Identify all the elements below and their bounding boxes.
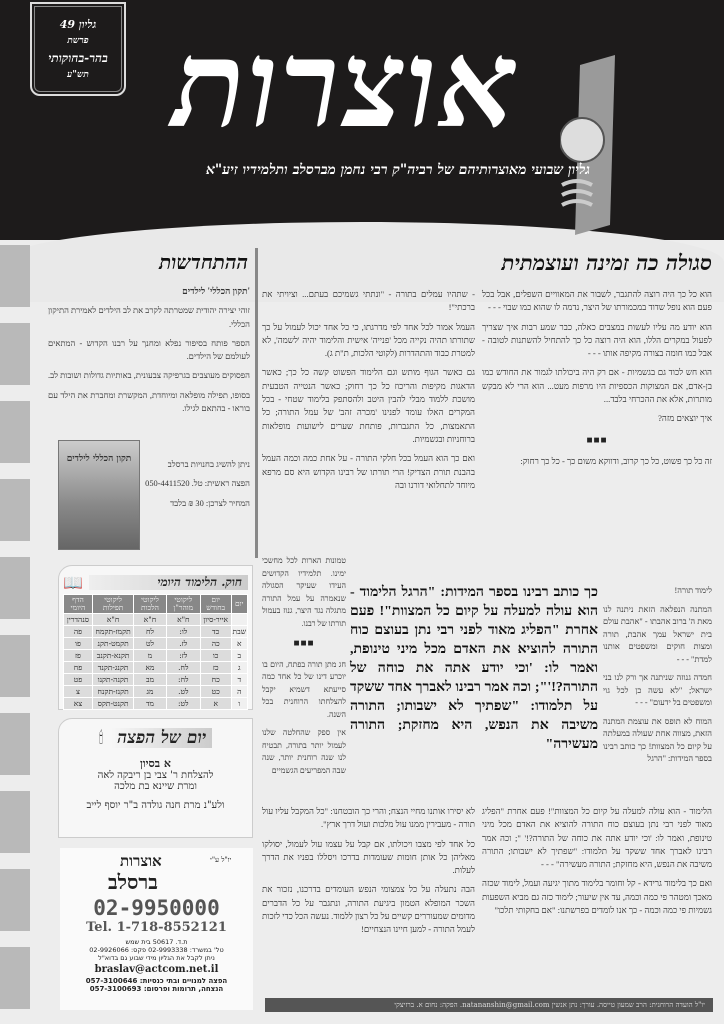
distribution-day-box xyxy=(58,718,253,838)
section-divider: ■■■ xyxy=(293,638,315,649)
table-cell: ג xyxy=(231,662,248,674)
column-header: יום בחודש xyxy=(200,595,231,614)
daily-study-table xyxy=(63,594,248,710)
table-cell: לט xyxy=(134,638,166,650)
paragraph: בסופו, תפילה מופלאה ומיוחדת, המקשרת ומחברת את הילד עם בוראו - בהתאם לגילו. xyxy=(48,390,250,414)
column-header: ליקוטי מוהר"ן xyxy=(166,595,200,614)
donations-phone: הנצחה, תרומות ופרסום: 057-3100693 xyxy=(89,985,224,993)
distribution-day-title: יום של הפצה xyxy=(111,728,212,748)
table-cell: לט: xyxy=(166,698,200,710)
publisher-email-note: ניתן לקבל את הגליון מידי שבוע גם בדוא"ל xyxy=(98,954,215,962)
table-cell: תקנג-תקנד xyxy=(92,662,133,674)
paragraph: הפסוקים מעוצבים בגרפיקה צבעונית, באותיות גדולות ושובות לב. xyxy=(47,371,250,381)
table-cell: ב xyxy=(231,650,248,662)
table-header-row xyxy=(64,595,248,614)
article-right-column xyxy=(482,288,712,474)
paragraph: גם כאשר הגוף מותש וגם הלימוד הפשוט קשה כל כך; כאשר הדאגות מקיפות והריכוז כל כך רחוק; כאשר הנטייה הטבעית מושכת ללמוד מבלי להבין היטב ולהסתפק בלימוד שטחי - בכל המקרים האלו עומד לפנינו 'מכרה זהב' של עמל התורה; כל התאמצות, כל התגברות, פותחת שערים לישועות מופלאות ברוחניות ובגשמיות. xyxy=(262,367,475,444)
publisher-tel-us: Tel. 1-718-8552121 xyxy=(86,920,227,935)
article-middle-bottom xyxy=(262,805,475,943)
paragraph: הוא כל כך היה רוצה להתגבר, לשבור את המאוויים השפלים, אבל בכל פעם הוא נופל שדוד במכמורתו של היצר, נדמה לו שהוא כמו שבוי - - - xyxy=(482,289,712,313)
table-cell: תקנט-תקס xyxy=(92,698,133,710)
table-cell: כו xyxy=(200,650,231,662)
paragraph: הלימוד - הוא עולה למעלה על קיום כל המצוות"! פעם אחרת "הפליג מאוד לפני רבי נתן בעוצם כוח התורה להוציא את האדם מכל מיני טינופת, ואמר לו: 'וכי יודע אתה את כוחה של התורה?!' "; וכה אמר רבינו לאברך אחד ששקד על תלמודו: "שפתיך לא ישבותו; התורה משיבה את הנפש, היא מחזקת; התורה מעשירה" - - - xyxy=(482,806,712,870)
table-cell: לח. xyxy=(166,662,200,674)
pull-quote: כך כותב רבינו בספר המידות: "הרגל הלימוד - הוא עולה למעלה על קיום כל המצוות"! פעם אחרת "הפליג מאוד לפני רבי נתן בעוצם כוח התורה להוציא את האדם מכל מיני טינופת, ואמר לו: 'וכי יודע אתה את כוחה של התורה?!'"; וכה אמר רבינו לאברך אחד ששקד על תלמודו: "שפתיך לא ישבותו; התורה משיבה את הנפש, היא מחזקת; התורה מעשירה" xyxy=(350,585,598,752)
column-header: ליקוטי הלכות xyxy=(134,595,166,614)
table-row xyxy=(64,638,248,650)
table-cell: מד xyxy=(134,698,166,710)
table-cell: כח xyxy=(200,674,231,686)
table-cell: לז: xyxy=(166,650,200,662)
memorial-line: ולע"נ מרת חנה גולדה ב"ר יוסף לייב xyxy=(86,800,225,811)
column-header: הדף היומי xyxy=(64,595,93,614)
column-header: ליקוטי תפילות xyxy=(92,595,133,614)
table-cell: כד xyxy=(200,626,231,638)
paragraph: העמל אמור לכל אחד לפי מדרגתו, כי כל אחד יכול לעמול על כך שתורתו תהיה נקייה מכל 'פנייה' אישית והלימוד יהיה 'לשמה', לא למטרת כבוד והתהדרות (לקוטי הלכות, ת"ת ג). xyxy=(262,321,475,359)
table-cell: א xyxy=(231,638,248,650)
paragraph: לא יסירו אותנו מחיי הנצח; והרי כך הובטחנו: "כל המקבל עליו עול תורה - מעבירין ממנו עול מלכות ועול דרך ארץ". xyxy=(262,806,475,830)
table-cell: ו xyxy=(231,698,248,710)
table-cell: לו: xyxy=(166,626,200,638)
table-cell: ד xyxy=(231,674,248,686)
paragraph: - שתהיו עמלים בתורה - "ונתתי גשמיכם בעתם... וציויתי את ברכתי"! xyxy=(262,289,475,313)
column-subheader xyxy=(231,614,248,626)
table-cell: כז xyxy=(200,662,231,674)
distribution-phone: הפצה למנויים ובתי כנסיות: 057-3100646 xyxy=(85,977,228,985)
column-subheader: סנהדרין xyxy=(64,614,93,626)
book-cover-image xyxy=(58,440,140,550)
paragraph: כל אחד לפי מצבו ויכולתו, אם קבל על עצמו עול לעמול, יסולקו מאליהן כל אותן חומות שעומדות בדרכו ויסללו בפניו את הדרך לעלות. xyxy=(262,838,475,876)
paragraph: הוא חש לכוד גם בגשמיות - אם רק היה ביכולתו לגמור את החודש כמו בן-אדם, אם המצוקות הכספיות היו מרפות מעט... הוא הרי לא מבקש מותרות, אלא את ההכרחי בלבד... xyxy=(482,367,712,405)
parsha-name: בהר-בחוקותי xyxy=(48,51,108,65)
table-cell: פט xyxy=(64,674,93,686)
article-narrow-column xyxy=(603,585,712,772)
column-subheader: ח"א xyxy=(92,614,133,626)
paragraph: חמדה גנוזה שניתנה אך ורק לנו בני ישראל; "לא עשה כן לכל גוי ומשפטים בל ידעום" - - - xyxy=(603,673,712,707)
table-cell: לח xyxy=(134,626,166,638)
table-cell: כה xyxy=(200,638,231,650)
paragraph: זוהי יצירה יהודית שמטרתה לקרב את לב הילדים לאמירת התיקון הכללי. xyxy=(48,306,250,329)
publisher-logo-top: אוצרות xyxy=(120,852,162,870)
paragraph: איך יוצאים מזה? xyxy=(658,413,712,424)
article-middle-column xyxy=(262,288,475,498)
table-cell: לח: xyxy=(166,674,200,686)
paragraph: אין ספק שהחלטה שלנו לעמול יותר בתורה, תבטיח לנו שנה רוחנית יותר, שנה שבה המפריעים הגשמיים xyxy=(262,728,346,775)
paragraph: הבה נתעלה על כל צמצומי הנפש העומדים בדרכנו, נזכור את השכר המופלא הטמון ביגיעת התורה, ונתגבר על כל הדברים מדומים שמעוררים קשיים על כל רצון ללמוד. נעשה הכל כדי לזכות לעמל התורה - למען חיינו הנצחיים! xyxy=(262,884,475,935)
table-row xyxy=(64,650,248,662)
paragraph: חג מתן תורה בפתח, היום בו יוכרע דינו של כל אחד כמה סייעתא דשמיא יקבל להצלחתו הרוחנית בכל השנה. xyxy=(262,659,346,719)
book-cover-title: תקון הכללי לילדים xyxy=(66,454,132,464)
table-cell: מ xyxy=(134,650,166,662)
daily-study-box xyxy=(58,565,253,710)
stores-text: ניתן להשיג בחנויות ברסלב xyxy=(167,460,250,469)
table-row xyxy=(64,686,248,698)
paragraph: הוא יודע מה עליו לעשות במצבים כאלה, כבר שמע רבות איך שצריך לפעול במקרים הללו, הוא היה רוצה כל כך להתחיל להשתנות לטובה - אבל כמו חומה בצורה מקיפה אותו - - - xyxy=(482,321,712,359)
left-decorative-strip xyxy=(0,245,38,1015)
dedication-line: ומרת שיינא בת מלכה xyxy=(114,781,197,792)
publisher-email[interactable]: braslav@actcom.net.il xyxy=(94,964,219,975)
publisher-box xyxy=(60,848,253,1010)
distribution-text: הפצה ראשית: טל. 050-4411520 xyxy=(145,479,250,489)
table-cell: פז xyxy=(64,650,93,662)
book-title: 'תקון הכללי' לילדים xyxy=(182,286,250,296)
publisher-logo-bottom: ברסלב xyxy=(108,870,158,894)
table-cell: מא xyxy=(134,662,166,674)
table-row xyxy=(64,662,248,674)
table-row xyxy=(64,674,248,686)
credits-bar: יו"ל הועדה הרוחנית: הרב שמעון טייסה. עורך: נתן אנשין natananshin@gmail.com. הפקה: נחום א. ברזיצקי xyxy=(265,998,713,1012)
distribution-day-header xyxy=(59,723,252,753)
paragraph: לימוד תורה! xyxy=(674,586,712,595)
section-divider: ■■■ xyxy=(586,434,608,446)
table-cell: שבת xyxy=(232,627,246,636)
news-title: ההתחדשות xyxy=(159,250,248,274)
price-text: המחיר לצרכן: 30 ₪ בלבד xyxy=(170,498,250,508)
daily-study-header xyxy=(63,570,248,594)
news-side-info xyxy=(145,458,250,516)
paragraph: זה כל כך פשוט, כל כך קרוב, ודווקא משום כך - כל כך רחוק: xyxy=(520,455,712,466)
publisher-address: ת.ד. 50617 בית שמש xyxy=(125,938,188,946)
table-cell: תקמט-תקנ xyxy=(92,638,133,650)
table-cell: ה xyxy=(231,686,248,698)
issue-box xyxy=(30,2,126,96)
masthead-subtitle: גליון שבועי מאוצרותיהם של רביה"ק רבי נחמן מברסלב ותלמידיו זיע"א xyxy=(205,162,590,178)
article-middle-narrow xyxy=(262,555,346,783)
publisher-logo xyxy=(60,848,253,896)
dedication-line: להצלחת ר' צבי בן ריבקה לאה xyxy=(97,770,214,781)
candle-icon: 🕯 xyxy=(98,728,104,747)
table-cell: תקנא-תקנב xyxy=(92,650,133,662)
issue-year: תש"ע xyxy=(67,70,89,80)
paragraph: הספר פותח בסיפור נפלא ומחנך על רבנו הקדוש - המתאים לעולמם של הילדים. xyxy=(48,338,250,362)
parsha-label: פרשת xyxy=(67,36,89,46)
table-cell: מג xyxy=(134,686,166,698)
table-cell: מב xyxy=(134,674,166,686)
paragraph: טמונות הארות לכל מחשכי ימינו. תלמידיו הקדושים העידו שעיקר הסגולה שנאמרה על עמל התורה מתגלה נגד היצר, גנוז בעמול תורתו של רבנו. xyxy=(262,556,346,628)
issue-number: גליון 49 xyxy=(59,18,97,31)
column-subheader: אייר-סיון xyxy=(200,614,231,626)
column-header: יום xyxy=(231,595,248,614)
table-cell: תקמז-תקמח xyxy=(92,626,133,638)
paragraph: ואם כך הוא העמל בכל חלקי התורה - על אחת כמה וכמה העמל בהבנת תורת הצדיק! הרי תורתו של רבינו הקדוש היא סם מרפא מיוחד לתחלואי דורנו ובה xyxy=(262,453,475,490)
table-cell: כט xyxy=(200,686,231,698)
paragraph: ואם כך בלימוד גרידא - קל וחומר בלימוד מתוך יגיעה ועמל, לימוד שכזה מאכך ומטהר פי כמה וכמה, עד אין שיעור; לימוד כזה גם מביא השפעות גשמיות פי כמה וכמה - כך אנו לומדים בפרשתנו: "אם בחקותי תלכו" xyxy=(482,878,712,916)
table-cell: תקנה-תקנו xyxy=(92,674,133,686)
dedication-date: א בסיון xyxy=(140,757,171,770)
table-cell: צא xyxy=(64,698,93,710)
column-subheader: ח"א xyxy=(134,614,166,626)
table-cell: לט. xyxy=(166,686,200,698)
table-cell: צ xyxy=(64,686,93,698)
news-article xyxy=(48,285,250,421)
published-by: יו"ל ע"י xyxy=(210,856,232,864)
column-divider xyxy=(255,248,258,558)
daily-study-title: חוק. הלימוד היומי xyxy=(89,575,248,590)
table-row xyxy=(64,626,248,638)
publisher-office: טל' במשרד: 02-9993338 פקס: 02-9926066 xyxy=(89,946,224,954)
logo: אוצרות xyxy=(172,14,518,155)
column-subheader: ח"א xyxy=(166,614,200,626)
table-cell: תקנז-תקנח xyxy=(92,686,133,698)
table-cell: פח xyxy=(64,662,93,674)
logo-emblem-icon xyxy=(560,45,630,245)
table-subheader-row xyxy=(64,614,248,626)
paragraph: המתנה הנפלאה הזאת ניתנה לנו מאת ה' ברוב אהבתו - "אהבת עולם בית ישראל עמך אהבת, תורה ומצות חוקים ומשפטים אותנו למדת" - - - xyxy=(603,604,712,664)
table-cell: פו xyxy=(64,638,93,650)
publisher-phone: 02-9950000 xyxy=(93,896,220,920)
paragraph: המוח לא תופס את עוצמת המתנה הזאת, מצווה אחת שעולה במעלתה על קיום כל המצוות! כך כותב רבינו בספר המידות: "הרגל xyxy=(603,716,712,763)
table-cell: פה xyxy=(64,626,93,638)
table-cell: לז. xyxy=(166,638,200,650)
table-cell: א xyxy=(200,698,231,710)
open-book-icon: 📖 xyxy=(63,572,83,592)
article-title: סגולה כה זמינה ועוצמתית xyxy=(501,250,712,275)
table-row xyxy=(64,698,248,710)
article-right-bottom xyxy=(482,805,712,923)
